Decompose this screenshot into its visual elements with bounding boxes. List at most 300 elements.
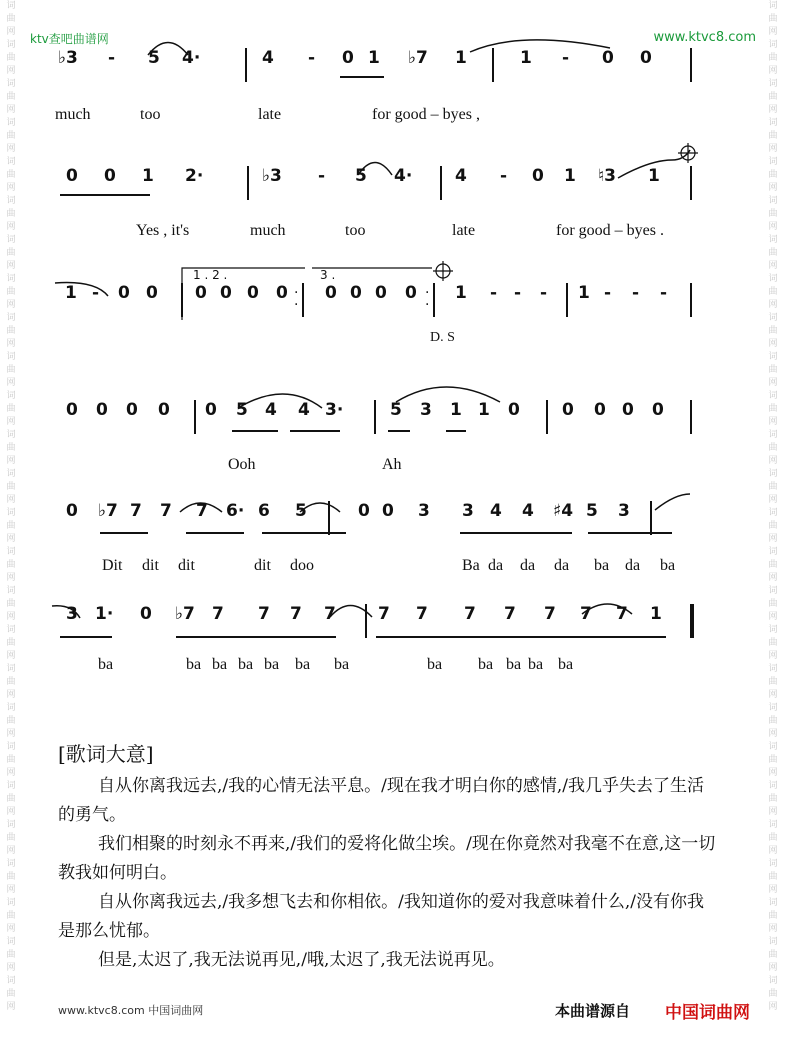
jianpu-note: 0 bbox=[66, 400, 78, 420]
side-watermark-glyph: 网 bbox=[6, 27, 16, 37]
meaning-title: [歌词大意] bbox=[58, 742, 154, 766]
jianpu-note: 7 bbox=[504, 604, 516, 624]
side-watermark-glyph: 网 bbox=[6, 300, 16, 310]
side-watermark-glyph: 词 bbox=[6, 586, 16, 596]
jianpu-note: 7 bbox=[196, 501, 208, 521]
jianpu-note: - bbox=[632, 283, 640, 303]
jianpu-note: 5 bbox=[390, 400, 402, 420]
side-watermark-glyph: 曲 bbox=[6, 14, 16, 24]
side-watermark-glyph: 曲 bbox=[6, 365, 16, 375]
jianpu-note: 3 bbox=[66, 604, 78, 624]
side-watermark-glyph: 曲 bbox=[6, 131, 16, 141]
side-watermark-glyph: 曲 bbox=[6, 755, 16, 765]
side-watermark-glyph: 词 bbox=[6, 235, 16, 245]
jianpu-note: 1· bbox=[95, 604, 114, 624]
jianpu-note: 0 bbox=[602, 48, 614, 68]
jianpu-note: - bbox=[318, 166, 326, 186]
jianpu-note: 3 bbox=[462, 501, 474, 521]
side-watermark-glyph: 网 bbox=[6, 534, 16, 544]
side-watermark-glyph: 曲 bbox=[6, 599, 16, 609]
lyric-syllable: ba bbox=[334, 656, 350, 673]
lyric-syllable: ba bbox=[478, 656, 494, 673]
slur bbox=[358, 163, 392, 176]
side-watermark-glyph: 词 bbox=[6, 898, 16, 908]
side-watermark-glyph: 词 bbox=[6, 742, 16, 752]
side-watermark-glyph: 词 bbox=[768, 547, 778, 557]
jianpu-note: 4 bbox=[262, 48, 274, 68]
side-watermark-glyph: 网 bbox=[6, 846, 16, 856]
side-watermark-glyph: 曲 bbox=[6, 443, 16, 453]
side-watermark-glyph: 词 bbox=[6, 430, 16, 440]
lyric-syllable: much bbox=[55, 106, 91, 123]
jianpu-note: - bbox=[660, 283, 668, 303]
jianpu-note: 0 bbox=[405, 283, 417, 303]
side-watermark-glyph: 词 bbox=[6, 703, 16, 713]
side-watermark-glyph: 曲 bbox=[6, 92, 16, 102]
jianpu-note: 7 bbox=[130, 501, 142, 521]
repeat-dots: · · bbox=[425, 285, 430, 313]
side-watermark-glyph: 网 bbox=[6, 144, 16, 154]
side-watermark-glyph: 曲 bbox=[6, 209, 16, 219]
side-watermark-glyph: 曲 bbox=[768, 755, 778, 765]
jianpu-note: ♭7 bbox=[408, 48, 428, 68]
side-watermark-glyph: 曲 bbox=[6, 287, 16, 297]
jianpu-note: 0 bbox=[640, 48, 652, 68]
side-watermark-glyph: 曲 bbox=[768, 638, 778, 648]
side-watermark-glyph: 词 bbox=[6, 157, 16, 167]
watermark-top-left: ktv查吧曲谱网 bbox=[30, 32, 109, 46]
jianpu-note: 7 bbox=[544, 604, 556, 624]
side-watermark-glyph: 曲 bbox=[768, 716, 778, 726]
side-watermark-glyph: 网 bbox=[768, 612, 778, 622]
side-watermark-glyph: 词 bbox=[768, 898, 778, 908]
side-watermark-glyph: 词 bbox=[6, 352, 16, 362]
side-watermark-glyph: 词 bbox=[768, 1, 778, 11]
lyric-syllable: Ah bbox=[382, 456, 402, 473]
side-watermark-glyph: 词 bbox=[768, 937, 778, 947]
jianpu-note: 0 bbox=[350, 283, 362, 303]
jianpu-note: - bbox=[604, 283, 612, 303]
slur bbox=[618, 150, 690, 178]
side-watermark-glyph: 词 bbox=[768, 469, 778, 479]
jianpu-note: 7 bbox=[160, 501, 172, 521]
side-watermark-glyph: 网 bbox=[768, 378, 778, 388]
jianpu-note: 0 bbox=[622, 400, 634, 420]
slur bbox=[52, 606, 80, 618]
jianpu-note: 4 bbox=[455, 166, 467, 186]
jianpu-note: 1 bbox=[578, 283, 590, 303]
side-watermark-glyph: 网 bbox=[768, 495, 778, 505]
jianpu-note: 1 bbox=[450, 400, 462, 420]
side-watermark-glyph: 词 bbox=[768, 508, 778, 518]
side-watermark-glyph: 曲 bbox=[768, 248, 778, 258]
watermark-top-right: www.ktvc8.com bbox=[653, 30, 756, 45]
jianpu-note: - bbox=[108, 48, 116, 68]
side-watermark-glyph: 词 bbox=[768, 40, 778, 50]
side-watermark-glyph: 曲 bbox=[768, 14, 778, 24]
jianpu-note: - bbox=[92, 283, 100, 303]
jianpu-note: 0 bbox=[382, 501, 394, 521]
jianpu-note: 4 bbox=[298, 400, 310, 420]
jianpu-note: 0 bbox=[342, 48, 354, 68]
side-watermark-glyph: 词 bbox=[6, 469, 16, 479]
jianpu-note: 0 bbox=[652, 400, 664, 420]
slur bbox=[396, 387, 500, 402]
side-watermark-glyph: 词 bbox=[768, 703, 778, 713]
side-watermark-glyph: 词 bbox=[768, 586, 778, 596]
side-watermark-glyph: 网 bbox=[768, 573, 778, 583]
side-watermark-glyph: 网 bbox=[768, 768, 778, 778]
jianpu-note: 1 bbox=[564, 166, 576, 186]
slur bbox=[148, 43, 188, 56]
slur bbox=[238, 394, 322, 408]
jianpu-note: 4 bbox=[265, 400, 277, 420]
jianpu-note: 5 bbox=[586, 501, 598, 521]
jianpu-note: 7 bbox=[378, 604, 390, 624]
side-watermark-glyph: 曲 bbox=[6, 170, 16, 180]
side-watermark-glyph: 曲 bbox=[768, 521, 778, 531]
lyric-syllable: late bbox=[258, 106, 282, 123]
side-watermark-glyph: 网 bbox=[6, 651, 16, 661]
side-watermark-glyph: 网 bbox=[768, 144, 778, 154]
jianpu-note: - bbox=[500, 166, 508, 186]
side-watermark-glyph: 曲 bbox=[768, 950, 778, 960]
side-watermark-glyph: 词 bbox=[6, 274, 16, 284]
jianpu-note: 1 bbox=[648, 166, 660, 186]
jianpu-note: 5 bbox=[148, 48, 160, 68]
side-watermark-glyph: 曲 bbox=[768, 365, 778, 375]
jianpu-note: 1 bbox=[520, 48, 532, 68]
side-watermark-glyph: 词 bbox=[6, 313, 16, 323]
jianpu-note: 0 bbox=[358, 501, 370, 521]
side-watermark-glyph: 曲 bbox=[6, 53, 16, 63]
side-watermark-glyph: 词 bbox=[768, 313, 778, 323]
jianpu-note: 3 bbox=[420, 400, 432, 420]
lyric-syllable: dit bbox=[142, 557, 159, 574]
side-watermark-glyph: 网 bbox=[6, 105, 16, 115]
lyric-syllable: much bbox=[250, 222, 286, 239]
jianpu-note: 0 bbox=[146, 283, 158, 303]
side-watermark-glyph: 曲 bbox=[768, 794, 778, 804]
side-watermark-glyph: 词 bbox=[6, 625, 16, 635]
jianpu-note: 7 bbox=[324, 604, 336, 624]
side-watermark-glyph: 曲 bbox=[768, 209, 778, 219]
jianpu-note: ♭3 bbox=[262, 166, 282, 186]
lyric-syllable: Yes , it's bbox=[136, 222, 190, 239]
jianpu-note: 7 bbox=[580, 604, 592, 624]
side-watermark-glyph: 曲 bbox=[768, 599, 778, 609]
side-watermark-glyph: 曲 bbox=[6, 326, 16, 336]
side-watermark-glyph: 词 bbox=[6, 820, 16, 830]
jianpu-note: 4· bbox=[394, 166, 413, 186]
side-watermark-glyph: 词 bbox=[768, 391, 778, 401]
jianpu-note: 1 bbox=[650, 604, 662, 624]
meaning-paragraph: 自从你离我远去,/我的心情无法平息。/现在我才明白你的感情,/我几乎失去了生活的勇气。 bbox=[58, 776, 704, 825]
jianpu-note: 6 bbox=[258, 501, 270, 521]
jianpu-note: 5 bbox=[295, 501, 307, 521]
jianpu-note: 0 bbox=[96, 400, 108, 420]
jianpu-note: 2· bbox=[185, 166, 204, 186]
side-watermark-glyph: 网 bbox=[768, 183, 778, 193]
side-watermark-glyph: 网 bbox=[768, 66, 778, 76]
side-watermark-glyph: 网 bbox=[768, 651, 778, 661]
side-watermark-glyph: 网 bbox=[6, 1002, 16, 1012]
side-watermark-glyph: 词 bbox=[6, 508, 16, 518]
side-watermark-glyph: 网 bbox=[6, 885, 16, 895]
jianpu-note: 0 bbox=[532, 166, 544, 186]
slur bbox=[330, 606, 372, 618]
side-watermark-glyph: 词 bbox=[6, 781, 16, 791]
side-watermark-glyph: 曲 bbox=[768, 170, 778, 180]
side-watermark-glyph: 网 bbox=[6, 573, 16, 583]
lyric-syllable: ba bbox=[427, 656, 443, 673]
side-watermark-glyph: 网 bbox=[6, 378, 16, 388]
side-watermark-glyph: 曲 bbox=[6, 677, 16, 687]
side-watermark-glyph: 网 bbox=[768, 729, 778, 739]
side-watermark-glyph: 曲 bbox=[768, 482, 778, 492]
slur bbox=[655, 494, 690, 510]
jianpu-note: 0 bbox=[325, 283, 337, 303]
jianpu-note: 0 bbox=[118, 283, 130, 303]
side-watermark-glyph: 曲 bbox=[6, 404, 16, 414]
side-watermark-glyph: 曲 bbox=[6, 989, 16, 999]
side-watermark-glyph: 词 bbox=[6, 859, 16, 869]
jianpu-note: 7 bbox=[290, 604, 302, 624]
jianpu-note: 7 bbox=[464, 604, 476, 624]
side-watermark-glyph: 网 bbox=[6, 339, 16, 349]
side-watermark-glyph: 网 bbox=[768, 846, 778, 856]
jianpu-note: 0 bbox=[140, 604, 152, 624]
side-watermark-glyph: 词 bbox=[768, 976, 778, 986]
side-watermark-glyph: 网 bbox=[6, 66, 16, 76]
lyric-syllable: ba bbox=[238, 656, 254, 673]
side-watermark-glyph: 词 bbox=[6, 40, 16, 50]
side-watermark-glyph: 网 bbox=[6, 612, 16, 622]
side-watermark-glyph: 网 bbox=[768, 1002, 778, 1012]
jianpu-note: ♭7 bbox=[175, 604, 195, 624]
lyric-syllable: ba bbox=[98, 656, 114, 673]
side-watermark-glyph: 词 bbox=[768, 157, 778, 167]
jianpu-note: 4· bbox=[182, 48, 201, 68]
side-watermark-glyph: 曲 bbox=[6, 872, 16, 882]
side-watermark-glyph: 网 bbox=[768, 963, 778, 973]
jianpu-note: 0 bbox=[508, 400, 520, 420]
side-watermark-glyph: 曲 bbox=[768, 53, 778, 63]
side-watermark-glyph: 词 bbox=[768, 781, 778, 791]
side-watermark-glyph: 网 bbox=[768, 417, 778, 427]
side-watermark-glyph: 词 bbox=[768, 235, 778, 245]
side-watermark-glyph: 网 bbox=[6, 456, 16, 466]
footer-source-label: 本曲谱源自 bbox=[555, 1002, 631, 1020]
jianpu-note: 1 bbox=[65, 283, 77, 303]
jianpu-note: 6· bbox=[226, 501, 245, 521]
jianpu-note: 0 bbox=[594, 400, 606, 420]
side-watermark-glyph: 网 bbox=[768, 339, 778, 349]
jianpu-note: 7 bbox=[616, 604, 628, 624]
meaning-paragraph: 自从你离我远去,/我多想飞去和你相依。/我知道你的爱对我意味着什么,/没有你我是那么忧郁。 bbox=[58, 892, 704, 941]
side-watermark-glyph: 曲 bbox=[6, 638, 16, 648]
jianpu-note: 0 bbox=[158, 400, 170, 420]
side-watermark-glyph: 曲 bbox=[768, 287, 778, 297]
side-watermark-glyph: 词 bbox=[768, 274, 778, 284]
lyric-syllable: for good – byes , bbox=[372, 106, 480, 123]
lyric-syllable: for good – byes . bbox=[556, 222, 664, 239]
side-watermark-glyph: 曲 bbox=[768, 92, 778, 102]
side-watermark-glyph: 词 bbox=[768, 859, 778, 869]
lyric-syllable: ba bbox=[528, 656, 544, 673]
jianpu-note: 0 bbox=[66, 166, 78, 186]
lyric-syllable: ba bbox=[594, 557, 610, 574]
lyric-syllable: ba bbox=[295, 656, 311, 673]
side-watermark-glyph: 曲 bbox=[768, 560, 778, 570]
jianpu-note: ♭3 bbox=[58, 48, 78, 68]
side-watermark-glyph: 词 bbox=[768, 820, 778, 830]
jianpu-note: 1 bbox=[455, 48, 467, 68]
volta-1-label: 1 . 2 . bbox=[193, 268, 228, 282]
side-watermark-glyph: 网 bbox=[768, 27, 778, 37]
side-watermark-glyph: 曲 bbox=[768, 989, 778, 999]
side-watermark-glyph: 词 bbox=[6, 391, 16, 401]
side-watermark-glyph: 曲 bbox=[6, 794, 16, 804]
jianpu-note: 0 bbox=[195, 283, 207, 303]
side-watermark-glyph: 网 bbox=[6, 495, 16, 505]
jianpu-note: 3 bbox=[618, 501, 630, 521]
jianpu-note: 3 bbox=[418, 501, 430, 521]
jianpu-note: 7 bbox=[258, 604, 270, 624]
side-watermark-glyph: 网 bbox=[768, 807, 778, 817]
footer-site-name: 中国词曲网 bbox=[665, 1003, 750, 1023]
side-watermark-glyph: 曲 bbox=[6, 248, 16, 258]
side-watermark-glyph: 网 bbox=[768, 261, 778, 271]
volta-2-label: 3 . bbox=[320, 268, 336, 282]
jianpu-note: 0 bbox=[126, 400, 138, 420]
jianpu-note: - bbox=[308, 48, 316, 68]
side-watermark-glyph: 曲 bbox=[6, 716, 16, 726]
side-watermark-glyph: 词 bbox=[768, 352, 778, 362]
lyric-syllable: Dit bbox=[102, 557, 123, 574]
lyric-syllable: dit bbox=[178, 557, 195, 574]
lyric-syllable: late bbox=[452, 222, 476, 239]
lyric-syllable: da bbox=[625, 557, 641, 574]
meaning-paragraph: 我们相聚的时刻永不再来,/我们的爱将化做尘埃。/现在你竟然对我毫不在意,这一切教我如何明白。 bbox=[58, 834, 716, 883]
side-watermark-glyph: 网 bbox=[6, 222, 16, 232]
slur bbox=[582, 604, 632, 614]
lyric-syllable: ba bbox=[186, 656, 202, 673]
lyric-syllable: Ooh bbox=[228, 456, 256, 473]
jianpu-note: 3· bbox=[325, 400, 344, 420]
jianpu-note: ♯4 bbox=[553, 501, 574, 521]
meaning-paragraph: 但是,太迟了,我无法说再见,/哦,太迟了,我无法说再见。 bbox=[98, 950, 505, 970]
side-watermark-glyph: 网 bbox=[768, 300, 778, 310]
jianpu-note: 0 bbox=[562, 400, 574, 420]
side-watermark-glyph: 曲 bbox=[768, 911, 778, 921]
jianpu-note: 4 bbox=[522, 501, 534, 521]
side-watermark-glyph: 词 bbox=[768, 430, 778, 440]
slur bbox=[470, 40, 610, 52]
side-watermark-glyph: 网 bbox=[6, 729, 16, 739]
side-watermark-glyph: 网 bbox=[768, 222, 778, 232]
lyric-syllable: da bbox=[554, 557, 570, 574]
jianpu-note: 0 bbox=[247, 283, 259, 303]
lyric-syllable: ba bbox=[212, 656, 228, 673]
jianpu-note: ♭7 bbox=[98, 501, 118, 521]
footer-source-url: www.ktvc8.com 中国词曲网 bbox=[58, 1004, 204, 1017]
side-watermark-glyph: 网 bbox=[6, 261, 16, 271]
side-watermark-glyph: 词 bbox=[6, 976, 16, 986]
jianpu-note: 0 bbox=[104, 166, 116, 186]
side-watermark-glyph: 曲 bbox=[768, 326, 778, 336]
side-watermark-glyph: 词 bbox=[768, 79, 778, 89]
side-watermark-glyph: 词 bbox=[6, 118, 16, 128]
side-watermark-glyph: 网 bbox=[6, 807, 16, 817]
side-watermark-glyph: 词 bbox=[768, 196, 778, 206]
jianpu-note: 1 bbox=[142, 166, 154, 186]
lyric-syllable: too bbox=[140, 106, 161, 123]
side-watermark-glyph: 网 bbox=[6, 768, 16, 778]
side-watermark-glyph: 词 bbox=[6, 547, 16, 557]
side-watermark-glyph: 曲 bbox=[768, 443, 778, 453]
jianpu-note: - bbox=[514, 283, 522, 303]
lyric-syllable: ba bbox=[264, 656, 280, 673]
side-watermark-glyph: 曲 bbox=[768, 872, 778, 882]
side-watermark-glyph: 网 bbox=[6, 924, 16, 934]
side-watermark-glyph: 词 bbox=[6, 1, 16, 11]
lyric-syllable: ba bbox=[558, 656, 574, 673]
jianpu-note: 7 bbox=[212, 604, 224, 624]
lyric-syllable: dit bbox=[254, 557, 271, 574]
slur bbox=[55, 283, 108, 296]
jianpu-note: 1 bbox=[368, 48, 380, 68]
lyric-syllable: ba bbox=[506, 656, 522, 673]
jianpu-note: - bbox=[562, 48, 570, 68]
side-watermark-glyph: 曲 bbox=[6, 521, 16, 531]
side-watermark-glyph: 曲 bbox=[768, 404, 778, 414]
side-watermark-glyph: 词 bbox=[6, 196, 16, 206]
jianpu-note: 5 bbox=[236, 400, 248, 420]
jianpu-note: 0 bbox=[205, 400, 217, 420]
jianpu-note: 4 bbox=[490, 501, 502, 521]
repeat-dots: · · bbox=[294, 285, 299, 313]
side-watermark-glyph: 网 bbox=[768, 456, 778, 466]
side-watermark-glyph: 网 bbox=[6, 690, 16, 700]
lyric-syllable: too bbox=[345, 222, 366, 239]
jianpu-note: ♮3 bbox=[598, 166, 616, 186]
jianpu-note: 0 bbox=[220, 283, 232, 303]
side-watermark-glyph: 曲 bbox=[6, 950, 16, 960]
side-watermark-glyph: 词 bbox=[768, 118, 778, 128]
side-watermark-glyph: 网 bbox=[768, 885, 778, 895]
jianpu-note: 1 bbox=[455, 283, 467, 303]
jianpu-note: 1 bbox=[478, 400, 490, 420]
ds-marker: D. S bbox=[430, 330, 455, 345]
jianpu-note: 7 bbox=[416, 604, 428, 624]
lyric-syllable: Ba bbox=[462, 557, 480, 574]
jianpu-note: 0 bbox=[276, 283, 288, 303]
side-watermark-glyph: 网 bbox=[6, 963, 16, 973]
slur bbox=[300, 503, 340, 512]
side-watermark-glyph: 曲 bbox=[6, 833, 16, 843]
side-watermark-glyph: 网 bbox=[768, 105, 778, 115]
side-watermark-glyph: 曲 bbox=[768, 677, 778, 687]
jianpu-note: 0 bbox=[66, 501, 78, 521]
lyric-syllable: ba bbox=[660, 557, 676, 574]
side-watermark-glyph: 词 bbox=[768, 625, 778, 635]
side-watermark-glyph: 词 bbox=[6, 79, 16, 89]
jianpu-note: - bbox=[540, 283, 548, 303]
side-watermark-glyph: 网 bbox=[768, 690, 778, 700]
side-watermark-glyph: 词 bbox=[768, 742, 778, 752]
lyric-syllable: da bbox=[488, 557, 504, 574]
